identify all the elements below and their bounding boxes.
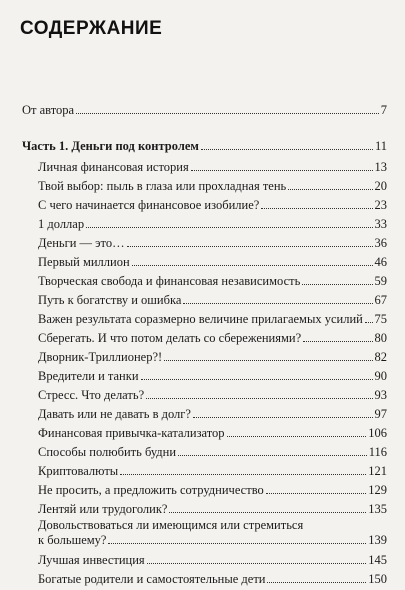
toc-leader-dots — [183, 303, 372, 304]
toc-entry-page: 46 — [374, 255, 387, 269]
toc-entry-page: 11 — [374, 139, 387, 153]
toc-entry-page: 90 — [374, 369, 387, 383]
toc-entry — [38, 387, 387, 404]
toc-entry-title: Дворник-Триллионер?! — [38, 350, 163, 364]
toc-entry-page: 121 — [368, 464, 387, 478]
toc-entry — [38, 197, 387, 214]
toc-entry — [38, 235, 387, 252]
toc-entry-title: Творческая свобода и финансовая независимость — [38, 274, 301, 288]
toc-entry — [22, 102, 387, 119]
toc-entry — [38, 406, 387, 423]
toc-leader-dots — [108, 543, 366, 544]
toc-leader-dots — [267, 582, 366, 583]
toc-leader-dots — [302, 284, 372, 285]
toc-part-heading — [22, 138, 387, 155]
toc-entry-page: 135 — [368, 502, 387, 516]
toc-entry — [38, 444, 387, 461]
toc-leader-dots — [227, 436, 367, 437]
toc-leader-dots — [178, 455, 367, 456]
toc-leader-dots — [132, 265, 373, 266]
toc-entry-page: 13 — [374, 160, 387, 174]
toc-entry-page: 93 — [374, 388, 387, 402]
toc-entry-title: 1 доллар — [38, 217, 85, 231]
toc-leader-dots — [76, 113, 379, 114]
toc-entry — [38, 216, 387, 233]
toc-entry-title-line2: к большему? — [38, 533, 107, 547]
toc-leader-dots — [164, 360, 372, 361]
toc-entry — [38, 178, 387, 195]
toc-entry-title: Не просить, а предложить сотрудничество — [38, 483, 264, 497]
toc-entry — [38, 501, 387, 518]
toc-entry-title: Лентяй или трудоголик? — [38, 502, 168, 516]
toc-leader-dots — [193, 417, 373, 418]
toc-entry-title: Способы полюбить будни — [38, 445, 177, 459]
toc-entry-page: 116 — [368, 445, 387, 459]
toc-entry — [38, 425, 387, 442]
toc-entry-title: Лучшая инвестиция — [38, 553, 145, 567]
toc-entry-page: 59 — [374, 274, 387, 288]
toc-entry-title: Личная финансовая история — [38, 160, 189, 174]
toc-entry-title: Давать или не давать в долг? — [38, 407, 191, 421]
toc-leader-dots — [141, 379, 373, 380]
toc-entry — [38, 463, 387, 480]
toc-entry-page: 97 — [374, 407, 387, 421]
toc-entry-page: 20 — [374, 179, 387, 193]
toc-leader-dots — [169, 512, 366, 513]
toc-entry-page: 145 — [368, 553, 387, 567]
toc-leader-dots — [201, 149, 373, 150]
toc-entry — [38, 292, 387, 309]
toc-entry — [38, 330, 387, 347]
toc-leader-dots — [147, 563, 367, 564]
toc-entry-title: С чего начинается финансовое изобилие? — [38, 198, 260, 212]
toc-entry-title: Вредители и танки — [38, 369, 139, 383]
toc-leader-dots — [266, 493, 366, 494]
toc-entry — [38, 368, 387, 385]
toc-entry-title: Первый миллион — [38, 255, 130, 269]
toc-leader-dots — [127, 246, 373, 247]
toc-leader-dots — [86, 227, 372, 228]
toc-leader-dots — [303, 341, 372, 342]
toc-entry — [38, 254, 387, 271]
toc-entry — [38, 482, 387, 499]
toc-entry-page: 36 — [374, 236, 387, 250]
toc-entry-page: 80 — [374, 331, 387, 345]
toc-entry-page: 7 — [380, 103, 387, 117]
toc-entry-page: 150 — [368, 572, 387, 586]
toc-entry-title: Деньги — это… — [38, 236, 125, 250]
toc-entry-title: Часть 1. Деньги под контролем — [22, 139, 199, 153]
toc-entry-title: Твой выбор: пыль в глаза или прохладная тень — [38, 179, 287, 193]
toc-entry-page: 33 — [374, 217, 387, 231]
toc-entry-multiline — [38, 518, 387, 548]
toc-entry — [38, 571, 387, 588]
toc-entry-title: Путь к богатству и ошибка — [38, 293, 182, 307]
toc-entry-page: 139 — [368, 533, 387, 547]
toc-entry-page: 75 — [374, 312, 387, 326]
page-title: СОДЕРЖАНИЕ — [20, 18, 163, 39]
toc-entry-page: 82 — [374, 350, 387, 364]
toc-entry — [38, 159, 387, 176]
toc-entry — [38, 311, 387, 328]
toc-entry-title: Важен результата соразмерно величине прилагаемых усилий — [38, 312, 363, 326]
toc-entry — [38, 349, 387, 366]
toc-entry — [38, 273, 387, 290]
toc-entry-title: Сберегать. И что потом делать со сбережениями? — [38, 331, 302, 345]
toc-leader-dots — [191, 170, 373, 171]
toc-leader-dots — [261, 208, 372, 209]
toc-entry-page: 23 — [374, 198, 387, 212]
toc-leader-dots — [288, 189, 372, 190]
toc-entry-title: От автора — [22, 103, 75, 117]
toc-entry-title: Криптовалюты — [38, 464, 119, 478]
toc-leader-dots — [365, 322, 373, 323]
toc-leader-dots — [146, 398, 372, 399]
toc-entry-page: 67 — [374, 293, 387, 307]
toc-entry-title: Финансовая привычка-катализатор — [38, 426, 225, 440]
toc-entry-title: Стресс. Что делать? — [38, 388, 145, 402]
toc-entry — [38, 552, 387, 569]
toc-leader-dots — [120, 474, 366, 475]
toc-entry-page: 106 — [368, 426, 387, 440]
toc-entry-title: Богатые родители и самостоятельные дети — [38, 572, 266, 586]
toc-entry-title-line1: Довольствоваться ли имеющимся или стремиться — [38, 518, 304, 532]
toc-entry-page: 129 — [368, 483, 387, 497]
